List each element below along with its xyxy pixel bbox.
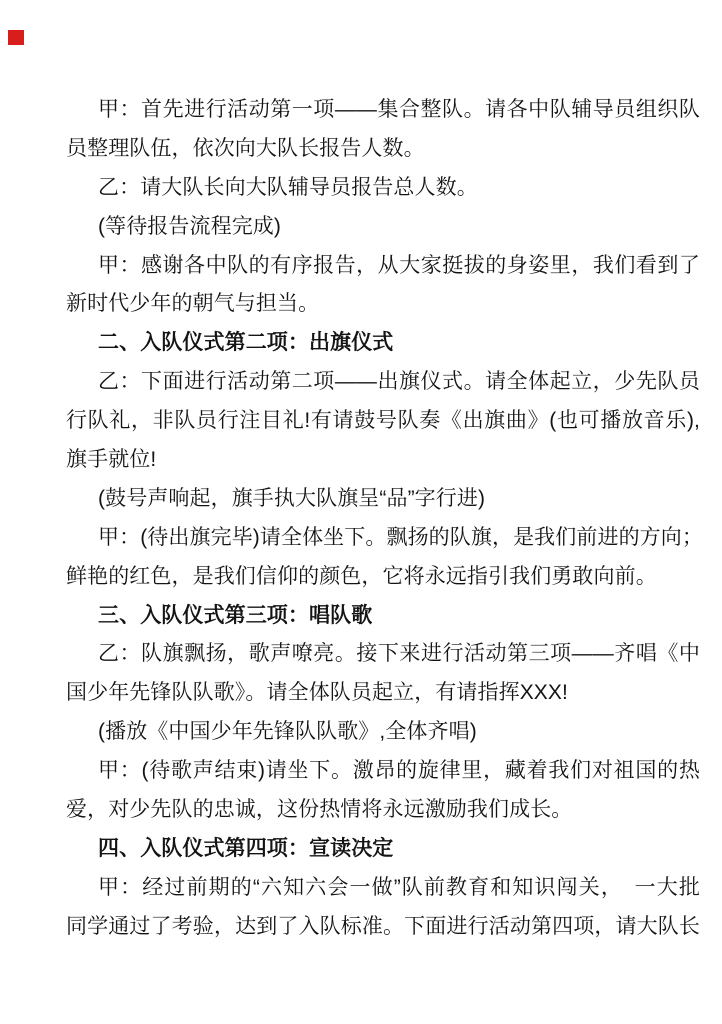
stage-note: (鼓号声响起，旗手执大队旗呈“品”字行进)	[98, 486, 486, 510]
doc-line: 员整理队伍，依次向大队长报告人数。	[66, 136, 425, 160]
doc-line: 乙：队旗飘扬，歌声嘹亮。接下来进行活动第三项——齐唱《中	[98, 642, 700, 666]
doc-line: 鲜艳的红色，是我们信仰的颜色，它将永远指引我们勇敢向前。	[66, 564, 657, 588]
doc-line: 甲：(待出旗完毕)请全体坐下。飘扬的队旗，是我们前进的方向；	[98, 525, 703, 549]
section-heading: 二、入队仪式第二项：出旗仪式	[98, 331, 394, 355]
stage-note: (等待报告流程完成)	[98, 214, 281, 238]
doc-line: 爱，对少先队的忠诚，这份热情将永远激励我们成长。	[66, 798, 573, 822]
section-heading: 三、入队仪式第三项：唱队歌	[98, 603, 373, 627]
red-corner-mark	[8, 30, 24, 45]
section-heading: 四、入队仪式第四项：宣读决定	[98, 836, 394, 860]
stage-note: (播放《中国少年先锋队队歌》,全体齐唱)	[98, 720, 477, 744]
doc-line: 甲：(待歌声结束)请坐下。激昂的旋律里，藏着我们对祖国的热	[98, 759, 700, 783]
document-body	[66, 91, 703, 947]
doc-line: 甲：首先进行活动第一项——集合整队。请各中队辅导员组织队	[98, 98, 700, 121]
doc-line: 国少年先锋队队歌》。请全体队员起立，有请指挥XXX!	[66, 681, 568, 705]
doc-line: 旗手就位!	[66, 448, 157, 472]
doc-line: 乙：下面进行活动第二项——出旗仪式。请全体起立，少先队员	[98, 370, 700, 394]
doc-line: 甲：感谢各中队的有序报告，从大家挺拔的身姿里，我们看到了	[98, 253, 700, 277]
doc-line: 行队礼，非队员行注目礼!有请鼓号队奏《出旗曲》(也可播放音乐),	[66, 409, 700, 433]
doc-line: 新时代少年的朝气与担当。	[66, 292, 320, 316]
doc-line: 同学通过了考验，达到了入队标准。下面进行活动第四项，请大队长	[66, 914, 700, 938]
doc-line: 甲：经过前期的“六知六会一做”队前教育和知识闯关， 一大批	[98, 875, 700, 899]
doc-line: 乙：请大队长向大队辅导员报告总人数。	[98, 175, 478, 199]
